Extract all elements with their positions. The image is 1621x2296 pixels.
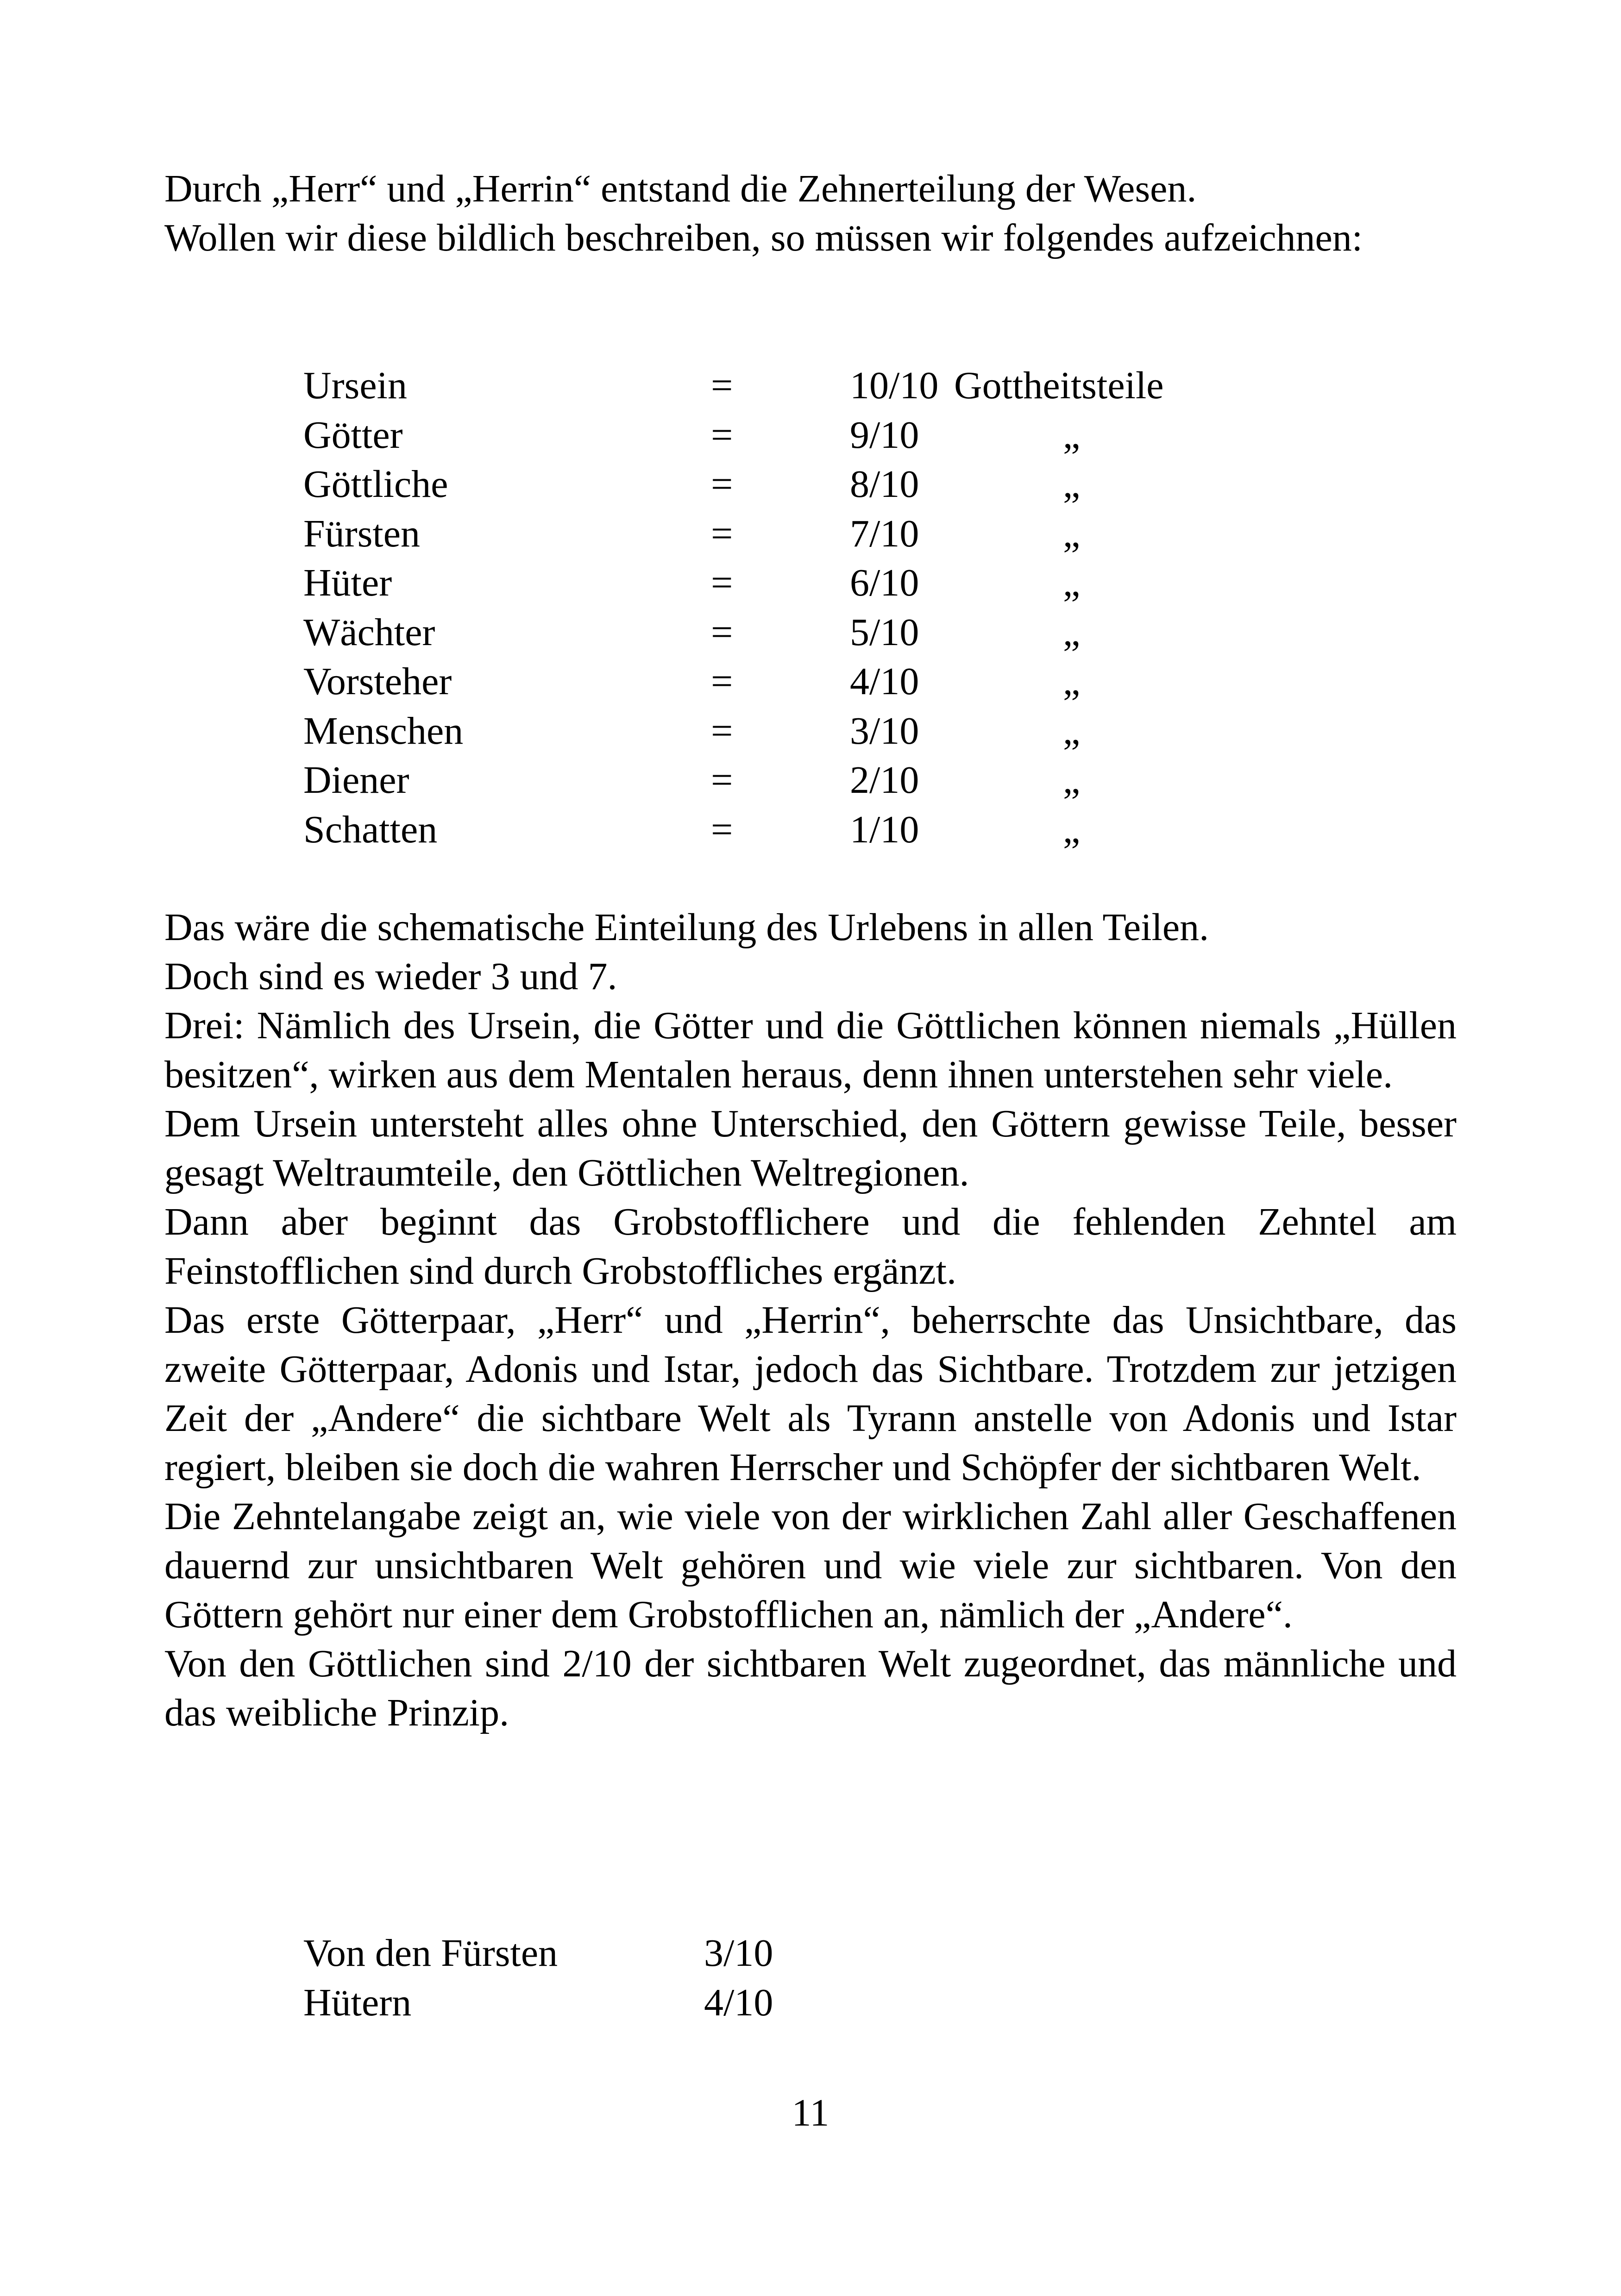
share-fraction: 4/10	[704, 1981, 773, 2024]
row-fraction: 3/10	[850, 709, 919, 753]
page-number: 11	[792, 2091, 829, 2134]
ditto-mark: „	[1063, 463, 1081, 506]
row-name: Vorsteher	[303, 660, 452, 703]
paragraph: Das erste Götterpaar, „Herr“ und „Herrin“, beherrschte das Unsichtbare, das zweite Götterpaar, Adonis und Istar, jedoch das Sichtbare. Trotzdem zur jetzigen Zeit der „Andere“ die sichtbare Welt als Tyrann anstelle von Adonis und Istar regiert, bleiben sie doch die wahren Herrscher und Schöpfer der sichtbaren Welt.	[164, 1299, 1457, 1489]
row-name: Hüter	[303, 561, 392, 604]
row-equals: =	[711, 709, 733, 753]
paragraph: Die Zehntelangabe zeigt an, wie viele von der wirklichen Zahl aller Geschaffenen dauernd zur unsichtbaren Welt gehören und wie viele zur sichtbaren. Von den Göttern gehört nur einer dem Grobstofflichen an, nämlich der „Andere“.	[164, 1495, 1457, 1636]
paragraph: Dem Ursein untersteht alles ohne Unterschied, den Göttern gewisse Teile, besser gesagt Weltraumteile, den Göttlichen Weltregionen.	[164, 1102, 1457, 1194]
row-equals: =	[711, 610, 733, 654]
ditto-mark: „	[1063, 610, 1081, 654]
row-name: Göttliche	[303, 463, 448, 506]
ditto-mark: „	[1063, 413, 1081, 457]
hierarchy-row	[0, 657, 1621, 707]
paragraph: Von den Göttlichen sind 2/10 der sichtbaren Welt zugeordnet, das männliche und das weibliche Prinzip.	[164, 1642, 1457, 1734]
ditto-mark: „	[1063, 709, 1081, 753]
row-fraction: 2/10	[850, 759, 919, 802]
share-name: Von den Fürsten	[303, 1932, 558, 1975]
hierarchy-row	[0, 411, 1621, 460]
row-fraction: 8/10	[850, 463, 919, 506]
row-equals: =	[711, 808, 733, 851]
hierarchy-row	[0, 460, 1621, 509]
ditto-mark: „	[1063, 512, 1081, 555]
row-fraction: 5/10	[850, 610, 919, 654]
row-name: Menschen	[303, 709, 464, 753]
paragraph: Doch sind es wieder 3 und 7.	[164, 955, 617, 998]
body-text	[164, 903, 1457, 1738]
row-equals: =	[711, 759, 733, 802]
row-fraction: 6/10	[850, 561, 919, 604]
paragraph: Drei: Nämlich des Ursein, die Götter und die Göttlichen können niemals „Hüllen besitzen“, wirken aus dem Mentalen heraus, denn ihnen unterstehen sehr viele.	[164, 1004, 1457, 1096]
share-row	[0, 1978, 1621, 2028]
row-name: Schatten	[303, 808, 438, 851]
paragraph: Dann aber beginnt das Grobstofflichere und die fehlenden Zehntel am Feinstofflichen sind durch Grobstoffliches ergänzt.	[164, 1200, 1457, 1292]
hierarchy-row	[0, 756, 1621, 805]
row-fraction: 7/10	[850, 512, 919, 555]
row-name: Fürsten	[303, 512, 420, 555]
ditto-mark: „	[1063, 759, 1081, 802]
row-name: Ursein	[303, 364, 407, 407]
row-fraction: 1/10	[850, 808, 919, 851]
row-equals: =	[711, 364, 733, 407]
ditto-mark: „	[1063, 808, 1081, 851]
row-name: Diener	[303, 759, 409, 802]
hierarchy-table	[0, 361, 1621, 854]
hierarchy-row	[0, 608, 1621, 658]
hierarchy-row	[0, 707, 1621, 756]
row-equals: =	[711, 413, 733, 457]
share-fraction: 3/10	[704, 1932, 773, 1975]
intro-line-2: Wollen wir diese bildlich beschreiben, so müssen wir folgendes aufzeichnen:	[164, 216, 1363, 259]
hierarchy-row	[0, 558, 1621, 608]
hierarchy-row	[0, 509, 1621, 559]
row-unit-label: Gottheitsteile	[954, 364, 1164, 407]
ditto-mark: „	[1063, 561, 1081, 604]
hierarchy-row	[0, 805, 1621, 855]
row-name: Götter	[303, 413, 403, 457]
row-equals: =	[711, 512, 733, 555]
hierarchy-row	[0, 361, 1621, 411]
paragraph: Das wäre die schematische Einteilung des Urlebens in allen Teilen.	[164, 906, 1209, 949]
intro-text	[164, 164, 1457, 263]
row-equals: =	[711, 660, 733, 703]
row-equals: =	[711, 463, 733, 506]
intro-line-1: Durch „Herr“ und „Herrin“ entstand die Zehnerteilung der Wesen.	[164, 167, 1197, 210]
row-name: Wächter	[303, 610, 435, 654]
ditto-mark: „	[1063, 660, 1081, 703]
row-equals: =	[711, 561, 733, 604]
visible-share-table	[0, 1929, 1621, 2027]
row-fraction: 10/10	[850, 364, 939, 407]
share-name: Hütern	[303, 1981, 412, 2024]
share-row	[0, 1929, 1621, 1978]
row-fraction: 4/10	[850, 660, 919, 703]
row-fraction: 9/10	[850, 413, 919, 457]
